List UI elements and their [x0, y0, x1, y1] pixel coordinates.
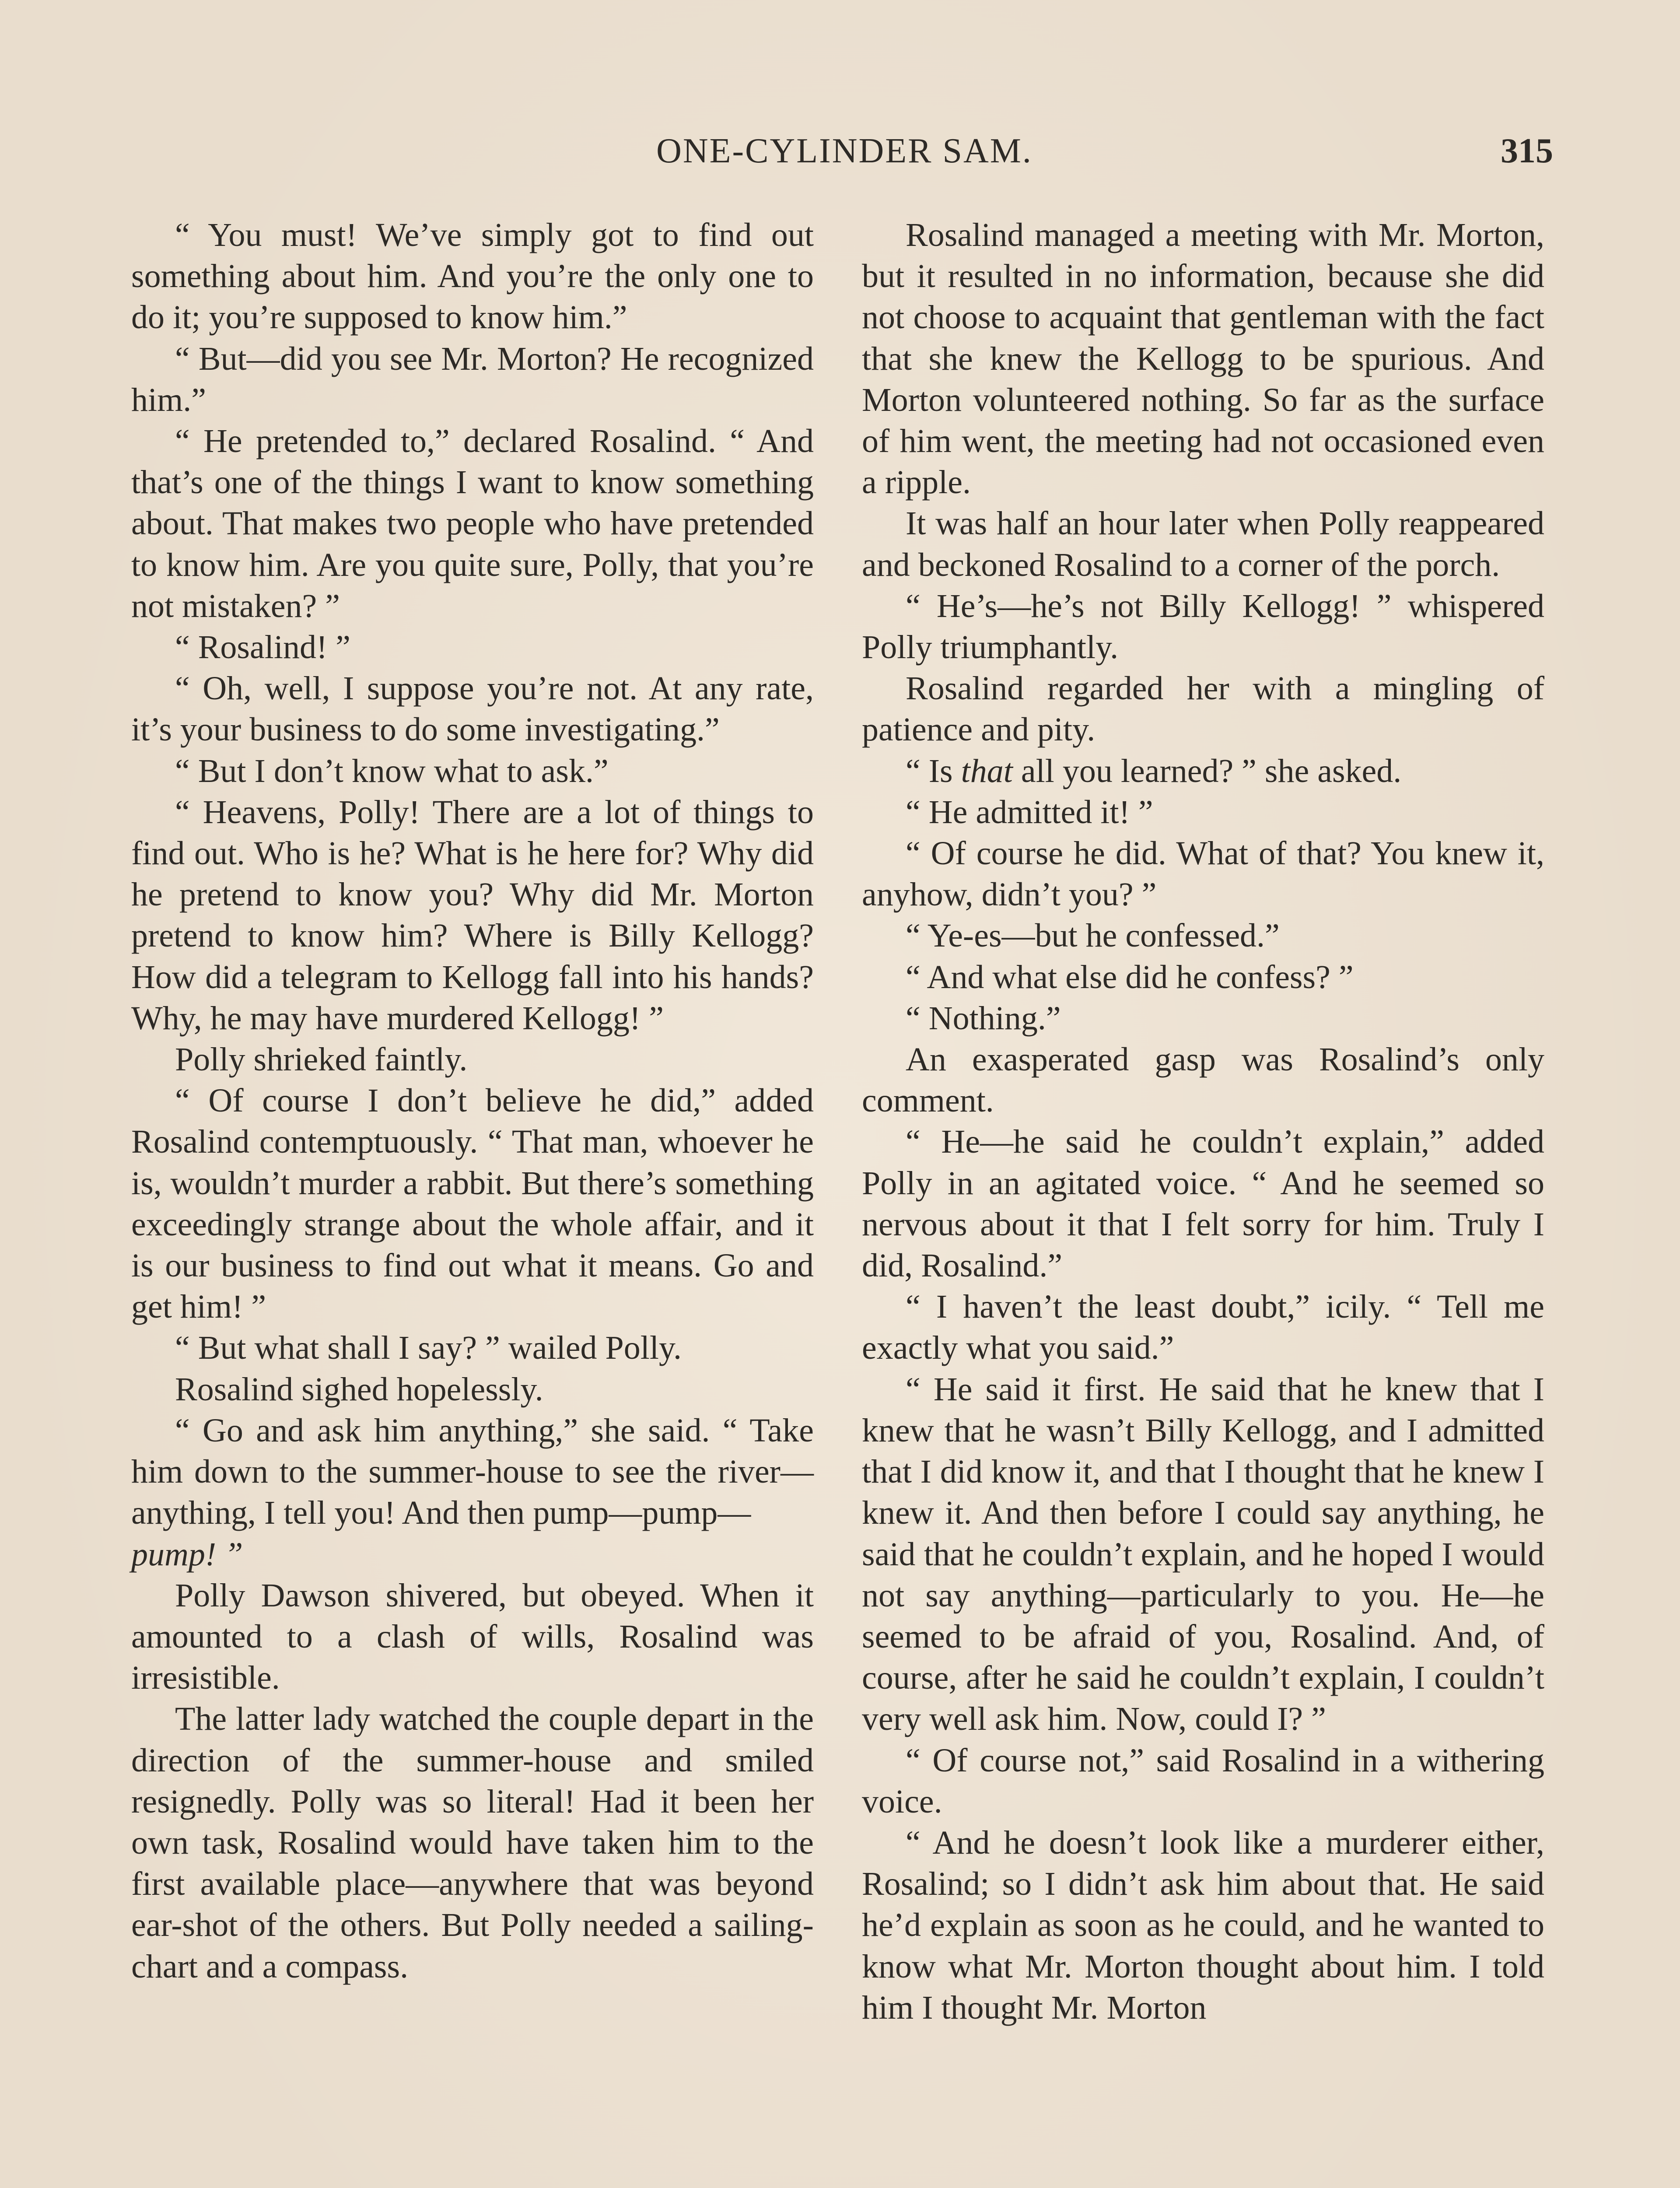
paragraph: “ He admitted it! ”: [906, 793, 1153, 831]
paragraph: “ But I don’t know what to ask.”: [175, 752, 609, 789]
paragraph: “ Nothing.”: [906, 999, 1061, 1037]
right-column: [862, 214, 1544, 2028]
paragraph: “ Heavens, Polly! There are a lot of things to find out. Who is he? What is he here for? Why did he pretend to know you? Why did Mr. Morton pretend to know him? Where is Billy Kellogg? How did a telegram to Kellogg fall into his hands? Why, he may have murdered Kellogg! ”: [131, 793, 814, 1037]
paragraph: “ Rosalind! ”: [175, 629, 351, 666]
paragraph-text: “ Go and ask him anything,” she said. “ Take him down to the summer-house to see the river—anything, I tell you! And then pump—pump—: [131, 1412, 814, 1532]
paragraph: “ He pretended to,” declared Rosalind. “ And that’s one of the things I want to know something about. That makes two people who have pretended to know him. Are you quite sure, Polly, that you’re not mistaken? ”: [131, 423, 814, 624]
paragraph: “ He’s—he’s not Billy Kellogg! ” whispered Polly triumphantly.: [862, 587, 1544, 666]
paragraph: Polly shrieked faintly.: [175, 1041, 468, 1078]
running-title: ONE-CYLINDER SAM.: [656, 132, 1032, 170]
paragraph: [862, 750, 1544, 792]
paragraph: “ Oh, well, I suppose you’re not. At any rate, it’s your business to do some investigating.”: [131, 670, 814, 748]
paragraph: “ But what shall I say? ” wailed Polly.: [175, 1329, 682, 1367]
paragraph: “ You must! We’ve simply got to find out something about him. And you’re the only one to do it; you’re supposed to know him.”: [131, 217, 814, 336]
left-column: [131, 214, 814, 1987]
paragraph: “ He—he said he couldn’t explain,” added Polly in an agitated voice. “ And he seemed so nervous about it that I felt sorry for him. Truly I did, Rosalind.”: [862, 1123, 1544, 1284]
paragraph: Rosalind sighed hopelessly.: [175, 1371, 543, 1408]
italic-emphasis: pump! ”: [131, 1536, 243, 1573]
paragraph: “ I haven’t the least doubt,” icily. “ Tell me exactly what you said.”: [862, 1288, 1544, 1367]
paragraph: “ Of course I don’t believe he did,” added Rosalind contemptuously. “ That man, whoever he is, wouldn’t murder a rabbit. But there’s something exceedingly strange about the whole affair, and it is our business to find out what it means. Go and get him! ”: [131, 1082, 814, 1325]
paragraph: “ Of course he did. What of that? You knew it, anyhow, didn’t you? ”: [862, 835, 1544, 913]
paragraph-text: all you learned? ” she asked.: [1012, 752, 1402, 789]
paragraph: [131, 1410, 814, 1575]
paragraph: Polly Dawson shivered, but obeyed. When it amounted to a clash of wills, Rosalind was irresistible.: [131, 1577, 814, 1697]
paragraph: “ And he doesn’t look like a murderer either, Rosalind; so I didn’t ask him about that. He said he’d explain as soon as he could, and he wanted to know what Mr. Morton thought about him. I told him I thought Mr. Morton: [862, 1824, 1544, 2026]
paragraph: “ But—did you see Mr. Morton? He recognized him.”: [131, 340, 814, 418]
paragraph: “ Of course not,” said Rosalind in a withering voice.: [862, 1742, 1544, 1820]
italic-emphasis: that: [961, 752, 1013, 789]
paragraph: “ Ye-es—but he confessed.”: [906, 917, 1280, 954]
page-number: 315: [1501, 132, 1553, 170]
paragraph: “ And what else did he confess? ”: [906, 958, 1354, 996]
paragraph: “ He said it first. He said that he knew that I knew that he wasn’t Billy Kellogg, and I admitted that I did know it, and that I thought that he knew I knew it. And then before I could say anything, he said that he couldn’t explain, and he hoped I would not say anything—particularly to you. He—he seemed to be afraid of you, Rosalind. And, of course, after he said he couldn’t explain, I couldn’t very well ask him. Now, could I? ”: [862, 1371, 1544, 1738]
paragraph: The latter lady watched the couple depart in the direction of the summer-house and smiled resignedly. Polly was so literal! Had it been her own task, Rosalind would have taken him to the first available place—anywhere that was beyond ear-shot of the others. But Polly needed a sailing-chart and a compass.: [131, 1701, 814, 1985]
paragraph: Rosalind regarded her with a mingling of patience and pity.: [862, 670, 1544, 748]
paragraph-text: “ Is: [906, 752, 961, 789]
paragraph: An exasperated gasp was Rosalind’s only comment.: [862, 1041, 1544, 1119]
paragraph: Rosalind managed a meeting with Mr. Morton, but it resulted in no information, because she did not choose to acquaint that gentleman with the fact that she knew the Kellogg to be spurious. And Morton volunteered nothing. So far as the surface of him went, the meeting had not occasioned even a ripple.: [862, 217, 1544, 501]
paragraph: It was half an hour later when Polly reappeared and beckoned Rosalind to a corner of the porch.: [862, 505, 1544, 583]
